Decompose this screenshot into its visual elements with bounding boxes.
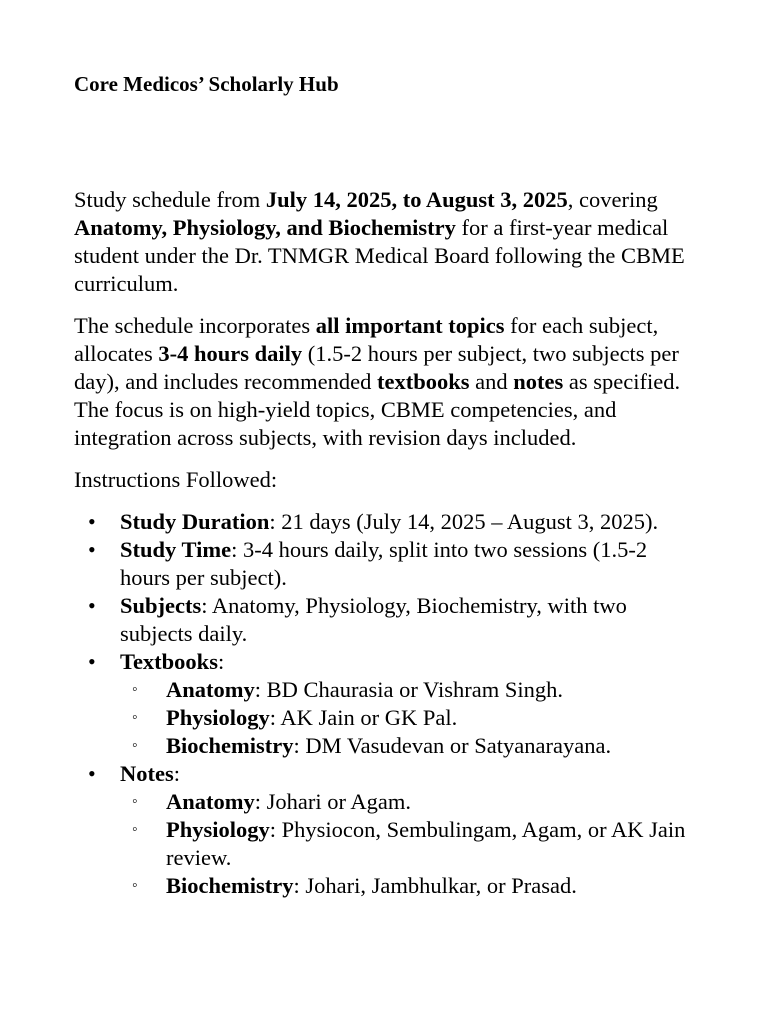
schedule-textbooks: textbooks xyxy=(377,369,470,394)
bullet-icon: • xyxy=(88,509,96,534)
subjects-text: : Anatomy, Physiology, Biochemistry, with two subjects daily. xyxy=(120,593,627,646)
notes-physiology-text: : Physiocon, Sembulingam, Agam, or AK Jain review. xyxy=(166,817,686,870)
intro-text-2: , covering xyxy=(567,187,658,212)
intro-paragraph xyxy=(74,186,698,298)
sublist-item-textbook-anatomy xyxy=(120,676,698,704)
sub-bullet-icon: ◦ xyxy=(132,681,138,698)
textbooks-colon: : xyxy=(217,649,225,674)
sublist-item-notes-physiology xyxy=(120,816,698,872)
list-item-textbooks xyxy=(74,648,698,760)
notes-anatomy-text: : Johari or Agam. xyxy=(254,789,411,814)
textbook-physiology-text: : AK Jain or GK Pal. xyxy=(269,705,458,730)
intro-text-3: for a first-year medical student under the Dr. TNMGR Medical Board following the CBME curriculum. xyxy=(74,215,685,296)
title-spacer xyxy=(74,98,698,186)
textbooks-sublist xyxy=(120,676,698,760)
schedule-text-3: (1.5-2 hours per subject, two subjects per day), and includes recommended xyxy=(74,341,679,394)
bullet-icon: • xyxy=(88,761,96,786)
sub-bullet-icon: ◦ xyxy=(132,709,138,726)
intro-text-1: Study schedule from xyxy=(74,187,266,212)
list-item-study-duration xyxy=(74,508,698,536)
sub-bullet-icon: ◦ xyxy=(132,821,138,838)
schedule-paragraph xyxy=(74,312,698,452)
bullet-icon: • xyxy=(88,593,96,618)
textbooks-label: Textbooks xyxy=(120,649,218,674)
textbook-anatomy-label: Anatomy xyxy=(166,677,255,702)
instructions-list xyxy=(74,508,698,900)
document-title: Core Medicos’ Scholarly Hub xyxy=(74,72,339,96)
intro-dates: July 14, 2025, to August 3, 2025 xyxy=(265,187,568,212)
list-item-study-time xyxy=(74,536,698,592)
schedule-important-topics: all important topics xyxy=(315,313,505,338)
schedule-notes: notes xyxy=(513,369,564,394)
list-item-notes xyxy=(74,760,698,900)
notes-biochemistry-label: Biochemistry xyxy=(166,873,294,898)
study-duration-text: : 21 days (July 14, 2025 – August 3, 2025). xyxy=(269,509,659,534)
schedule-text-5: as specified. The focus is on high-yield topics, CBME competencies, and integration across subjects, with revision days included. xyxy=(74,369,681,450)
subjects-label: Subjects xyxy=(120,593,202,618)
sub-bullet-icon: ◦ xyxy=(132,793,138,810)
instructions-heading: Instructions Followed: xyxy=(74,467,278,492)
textbook-anatomy-text: : BD Chaurasia or Vishram Singh. xyxy=(254,677,563,702)
bullet-icon: • xyxy=(88,537,96,562)
sublist-item-notes-biochemistry xyxy=(120,872,698,900)
sublist-item-textbook-biochemistry xyxy=(120,732,698,760)
textbook-biochemistry-text: : DM Vasudevan or Satyanarayana. xyxy=(293,733,612,758)
study-time-text: : 3-4 hours daily, split into two sessions (1.5-2 hours per subject). xyxy=(120,537,648,590)
notes-biochemistry-text: : Johari, Jambhulkar, or Prasad. xyxy=(293,873,577,898)
schedule-text-4: and xyxy=(469,369,514,394)
notes-sublist xyxy=(120,788,698,900)
sublist-item-notes-anatomy xyxy=(120,788,698,816)
intro-subjects: Anatomy, Physiology, and Biochemistry xyxy=(74,215,456,240)
study-duration-label: Study Duration xyxy=(120,509,270,534)
schedule-text-2: for each subject, allocates xyxy=(74,313,659,366)
sub-bullet-icon: ◦ xyxy=(132,877,138,894)
list-item-subjects xyxy=(74,592,698,648)
notes-anatomy-label: Anatomy xyxy=(166,789,255,814)
sublist-item-textbook-physiology xyxy=(120,704,698,732)
notes-physiology-label: Physiology xyxy=(166,817,270,842)
schedule-hours: 3-4 hours daily xyxy=(158,341,303,366)
textbook-biochemistry-label: Biochemistry xyxy=(166,733,294,758)
sub-bullet-icon: ◦ xyxy=(132,737,138,754)
study-time-label: Study Time xyxy=(120,537,232,562)
notes-label: Notes xyxy=(120,761,174,786)
schedule-text-1: The schedule incorporates xyxy=(74,313,316,338)
bullet-icon: • xyxy=(88,649,96,674)
textbook-physiology-label: Physiology xyxy=(166,705,270,730)
notes-colon: : xyxy=(173,761,180,786)
